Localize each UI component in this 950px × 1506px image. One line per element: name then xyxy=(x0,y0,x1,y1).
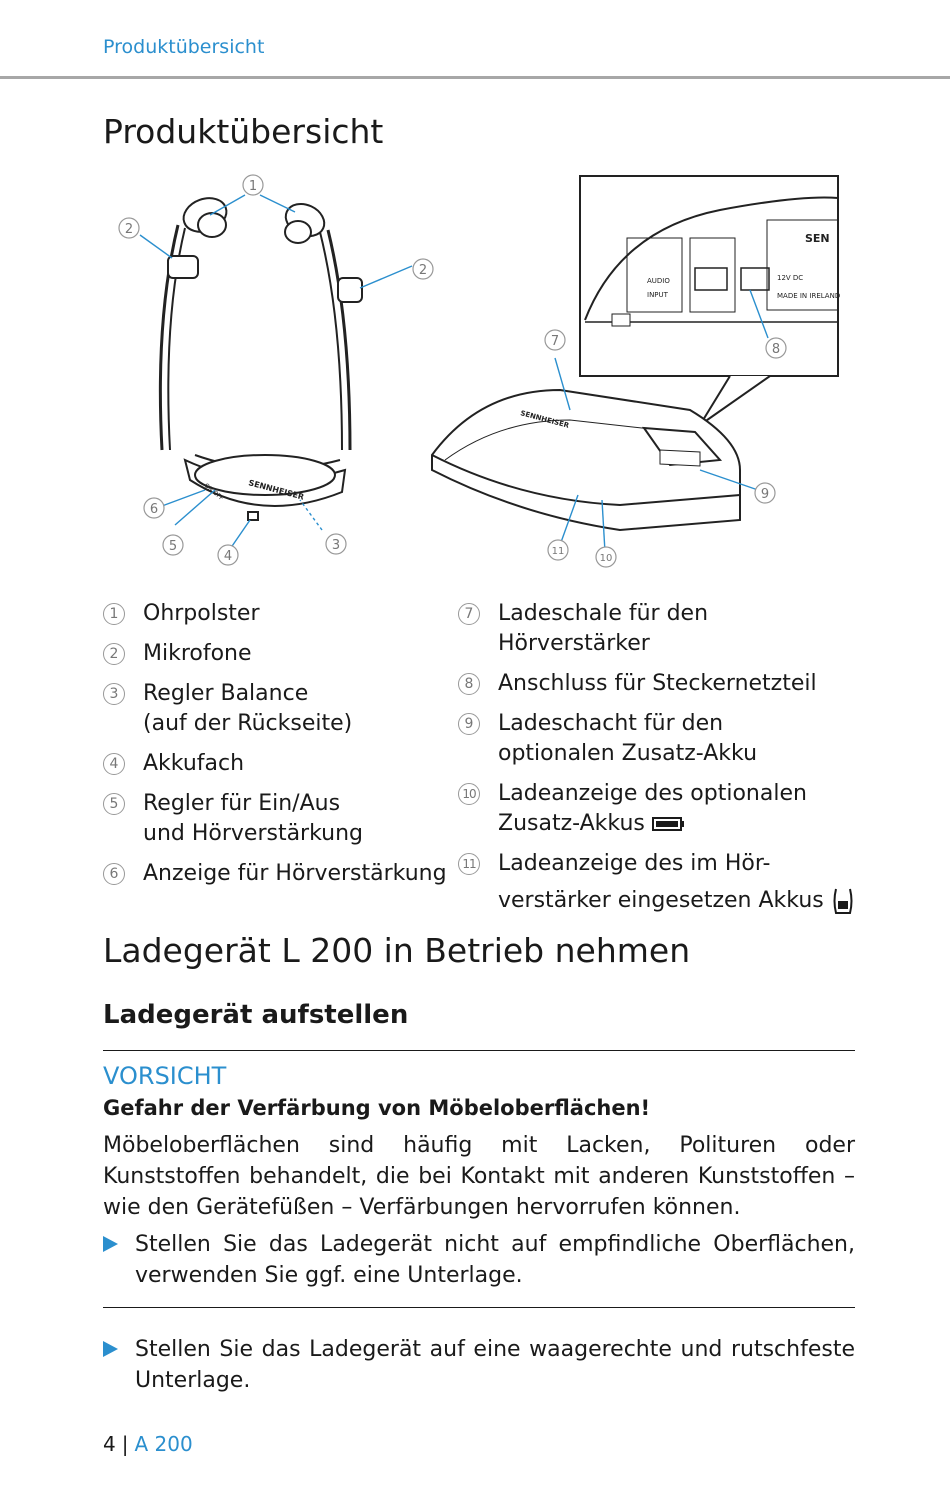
svg-text:4: 4 xyxy=(223,549,233,564)
svg-text:8: 8 xyxy=(771,342,781,357)
legend-text: verstärker eingesetzen Akkus xyxy=(498,888,824,913)
svg-text:6: 6 xyxy=(149,502,159,517)
legend-item-1 xyxy=(103,599,448,629)
legend-text: Anschluss für Steckernetzteil xyxy=(498,671,817,696)
legend-text: Regler Balance xyxy=(143,681,309,706)
product-figure xyxy=(100,170,845,575)
warning-instruction xyxy=(103,1229,855,1291)
legend-text: Ladeanzeige des optionalen xyxy=(498,781,807,806)
legend-text: Ladeanzeige des im Hör- xyxy=(498,851,771,876)
running-head: Produktübersicht xyxy=(103,36,265,58)
page-footer xyxy=(103,1432,193,1456)
charger-brand: SENNHEISER xyxy=(519,409,570,430)
svg-text:3: 3 xyxy=(331,538,341,553)
callout-5 xyxy=(163,535,183,555)
instruction-text: Stellen Sie das Ladegerät nicht auf empfindliche Oberflächen, verwenden Sie ggf. eine Unterlage. xyxy=(135,1232,855,1288)
legend-item-7 xyxy=(458,599,858,659)
legend-number: 2 xyxy=(103,643,125,665)
legend-text: Akkufach xyxy=(143,751,245,776)
inset-made-label: MADE IN IRELAND xyxy=(777,292,841,300)
callout-11 xyxy=(548,540,568,560)
subsection-heading: Ladegerät aufstellen xyxy=(103,1000,409,1030)
legend-right xyxy=(458,599,858,927)
warning-label: VORSICHT xyxy=(103,1062,227,1090)
inset-brand: SEN xyxy=(805,232,830,245)
legend-text: (auf der Rückseite) xyxy=(143,711,353,736)
headset-battery-icon xyxy=(831,885,855,917)
legend-number: 11 xyxy=(458,853,480,875)
legend-number: 8 xyxy=(458,673,480,695)
legend-item-6 xyxy=(103,859,448,889)
warning-subtitle: Gefahr der Verfärbung von Möbeloberflächen! xyxy=(103,1096,651,1120)
page-number: 4 xyxy=(103,1432,116,1456)
callout-6 xyxy=(144,498,164,518)
dock-inset xyxy=(580,176,841,425)
bullet-arrow-icon xyxy=(103,1236,118,1252)
legend-item-2 xyxy=(103,639,448,669)
svg-text:5: 5 xyxy=(168,539,178,554)
callout-2b xyxy=(413,259,433,279)
legend-text: Mikrofone xyxy=(143,641,252,666)
inset-audio-label: AUDIO xyxy=(647,277,670,285)
legend-number: 7 xyxy=(458,603,480,625)
legend-text: Anzeige für Hörverstärkung xyxy=(143,861,447,886)
charger-illustration xyxy=(432,390,740,530)
legend-number: 10 xyxy=(458,783,480,805)
callout-7 xyxy=(545,330,565,350)
warning-bottom-rule xyxy=(103,1307,855,1308)
legend-left xyxy=(103,599,448,899)
callout-1 xyxy=(243,175,263,195)
battery-icon xyxy=(652,815,686,833)
inset-input-label: INPUT xyxy=(647,291,668,299)
section-heading: Ladegerät L 200 in Betrieb nehmen xyxy=(103,931,691,970)
svg-text:2: 2 xyxy=(124,222,134,237)
legend-number: 4 xyxy=(103,753,125,775)
legend-text: und Hörverstärkung xyxy=(143,821,364,846)
legend-item-4 xyxy=(103,749,448,779)
legend-text: Zusatz-Akkus xyxy=(498,811,645,836)
callout-3 xyxy=(326,534,346,554)
svg-text:7: 7 xyxy=(550,334,560,349)
svg-text:2: 2 xyxy=(418,263,428,278)
legend-item-3 xyxy=(103,679,448,739)
legend-item-10 xyxy=(458,779,858,839)
svg-text:1: 1 xyxy=(248,179,258,194)
instruction-2 xyxy=(103,1334,855,1396)
headset-brand: SENNHEISER xyxy=(247,478,306,502)
callout-8 xyxy=(766,338,786,358)
legend-text: Ohrpolster xyxy=(143,601,260,626)
legend-number: 9 xyxy=(458,713,480,735)
warning-body: Möbeloberflächen sind häufig mit Lacken, Polituren oder Kunststoffen behandelt, die bei Kontakt mit anderen Kunststoffen – wie den Gerätefüßen – Verfärbungen hervorrufen können. xyxy=(103,1133,855,1220)
footer-separator: | xyxy=(121,1432,129,1456)
instruction-text: Stellen Sie das Ladegerät auf eine waagerechte und rutschfeste Unterlage. xyxy=(135,1337,855,1393)
legend-text: Ladeschale für den Hörverstärker xyxy=(498,601,709,656)
legend-item-9 xyxy=(458,709,858,769)
warning-top-rule xyxy=(103,1050,855,1051)
legend-text: Ladeschacht für den xyxy=(498,711,724,736)
legend-text: optionalen Zusatz-Akku xyxy=(498,741,758,766)
header-rule xyxy=(0,76,950,79)
legend-number: 1 xyxy=(103,603,125,625)
headset-illustration xyxy=(160,192,362,520)
svg-text:9: 9 xyxy=(760,487,770,502)
callout-2a xyxy=(119,218,139,238)
legend-number: 3 xyxy=(103,683,125,705)
inset-dc-label: 12V DC xyxy=(777,274,804,282)
svg-text:11: 11 xyxy=(551,546,565,557)
legend-item-11 xyxy=(458,849,858,917)
legend-number: 6 xyxy=(103,863,125,885)
bullet-arrow-icon xyxy=(103,1341,118,1357)
page-title: Produktübersicht xyxy=(103,112,384,151)
legend-item-5 xyxy=(103,789,448,849)
legend-item-8 xyxy=(458,669,858,699)
callout-9 xyxy=(755,483,775,503)
headset-switch-label: ON OFF xyxy=(202,482,225,503)
callout-10 xyxy=(596,547,616,567)
legend-text: Regler für Ein/Aus xyxy=(143,791,341,816)
model-name: A 200 xyxy=(134,1432,193,1456)
svg-text:10: 10 xyxy=(599,553,613,564)
callout-4 xyxy=(218,545,238,565)
legend-number: 5 xyxy=(103,793,125,815)
